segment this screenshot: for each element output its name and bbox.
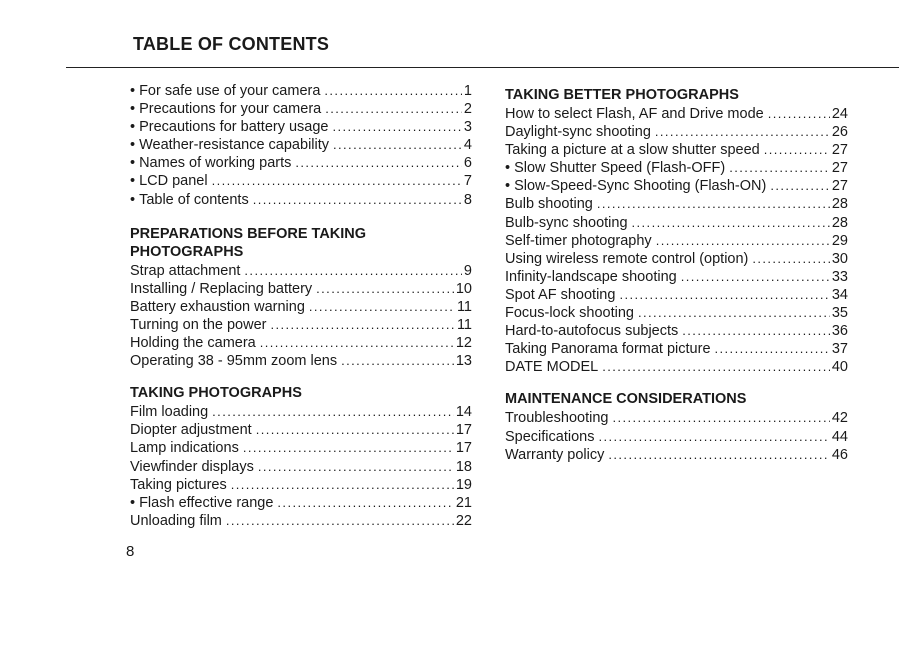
section-title-taking: TAKING PHOTOGRAPHS	[130, 385, 302, 402]
toc-entry	[505, 268, 848, 286]
toc-entry	[130, 458, 472, 476]
better-section	[505, 86, 848, 376]
dot-leader	[597, 195, 830, 213]
toc-entry-title: Bulb shooting	[505, 196, 593, 213]
toc-entry	[505, 141, 848, 159]
left-column	[130, 82, 472, 544]
section-title-better: TAKING BETTER PHOTOGRAPHS	[505, 87, 739, 103]
toc-entry	[130, 280, 472, 298]
bullet-icon: •	[130, 155, 136, 172]
toc-entry-title: Table of contents	[139, 191, 249, 208]
bullet-icon: •	[130, 101, 136, 118]
toc-entry-title: Slow Shutter Speed (Flash-OFF)	[514, 160, 726, 177]
dot-leader	[212, 403, 454, 421]
entry-list	[505, 105, 848, 376]
section-title-preparations	[130, 225, 472, 261]
toc-entry	[130, 403, 472, 421]
title-divider	[66, 67, 899, 68]
toc-entry-page: 22	[455, 512, 472, 529]
toc-entry-page: 28	[831, 214, 848, 231]
toc-entry-title: For safe use of your camera	[139, 83, 321, 99]
toc-entry-title: Specifications	[505, 428, 595, 445]
toc-entry-page: 12	[455, 335, 472, 352]
toc-entry-page: 17	[455, 422, 472, 439]
toc-entry-page: 27	[831, 160, 848, 177]
toc-entry	[130, 352, 472, 370]
toc-entry-page: 17	[455, 440, 472, 457]
toc-entry	[505, 250, 848, 268]
toc-entry	[130, 494, 472, 512]
toc-entry-title: Daylight-sync shooting	[505, 124, 651, 141]
toc-entry	[505, 177, 848, 195]
dot-leader	[271, 316, 455, 334]
dot-leader	[681, 268, 830, 286]
dot-leader	[764, 141, 830, 159]
preparations-section	[130, 225, 472, 371]
toc-entry-page: 40	[831, 359, 848, 376]
toc-entry-page: 2	[463, 101, 472, 118]
right-column	[505, 86, 848, 478]
toc-entry	[130, 421, 472, 439]
toc-entry-title: Flash effective range	[139, 494, 274, 511]
dot-leader	[655, 123, 830, 141]
dot-leader	[729, 159, 830, 177]
bullet-icon: •	[130, 83, 136, 99]
dot-leader	[638, 304, 830, 322]
dot-leader	[277, 494, 453, 512]
toc-entry-page: 10	[455, 280, 472, 297]
toc-entry-page: 35	[831, 305, 848, 322]
toc-entry-page: 6	[463, 155, 472, 172]
toc-entry-title: Strap attachment	[130, 262, 241, 279]
toc-entry-page: 29	[831, 232, 848, 249]
dot-leader	[256, 421, 454, 439]
toc-entry	[505, 159, 848, 177]
toc-entry-page: 34	[831, 286, 848, 303]
toc-entry-title: Taking pictures	[130, 476, 227, 493]
toc-entry	[505, 214, 848, 232]
dot-leader	[324, 82, 462, 100]
toc-entry-page: 18	[455, 458, 472, 475]
toc-entry-title: Turning on the power	[130, 316, 267, 333]
dot-leader	[212, 172, 462, 190]
toc-entry-title: Bulb-sync shooting	[505, 214, 628, 231]
toc-entry-page: 14	[455, 404, 472, 421]
toc-entry-page: 3	[463, 119, 472, 136]
toc-entry-title: Warranty policy	[505, 446, 605, 463]
toc-entry	[130, 316, 472, 334]
bullet-icon: •	[505, 160, 511, 177]
toc-entry-page: 4	[463, 137, 472, 154]
toc-entry	[505, 286, 848, 304]
toc-entry-page: 9	[463, 262, 472, 279]
taking-section	[130, 384, 472, 530]
intro-section	[130, 82, 472, 209]
toc-entry	[130, 476, 472, 494]
page-number: 8	[126, 543, 135, 560]
toc-entry-title: Precautions for battery usage	[139, 119, 329, 136]
dot-leader	[244, 262, 462, 280]
toc-entry-title: Installing / Replacing battery	[130, 280, 313, 297]
bullet-icon: •	[130, 137, 136, 154]
toc-entry	[130, 512, 472, 530]
dot-leader	[619, 286, 829, 304]
toc-entry-page: 37	[831, 341, 848, 358]
toc-entry	[505, 232, 848, 250]
bullet-icon: •	[130, 494, 136, 511]
dot-leader	[231, 476, 454, 494]
toc-entry-page: 19	[455, 476, 472, 493]
toc-entry	[505, 123, 848, 141]
toc-entry-title: Diopter adjustment	[130, 422, 252, 439]
dot-leader	[243, 439, 454, 457]
toc-entry-title: Names of working parts	[139, 155, 292, 172]
toc-entry-title: Taking a picture at a slow shutter speed	[505, 142, 760, 159]
toc-entry-title: Troubleshooting	[505, 410, 609, 427]
toc-entry-title: Hard-to-autofocus subjects	[505, 323, 679, 340]
dot-leader	[226, 512, 454, 530]
toc-entry-title: Self-timer photography	[505, 232, 652, 249]
dot-leader	[715, 340, 830, 358]
toc-entry	[130, 100, 472, 118]
toc-entry-page: 11	[456, 316, 472, 333]
toc-entry-title: Film loading	[130, 404, 209, 421]
dot-leader	[316, 280, 454, 298]
entry-list	[130, 403, 472, 530]
toc-entry-title: Viewfinder displays	[130, 458, 254, 475]
dot-leader	[656, 232, 830, 250]
toc-entry	[505, 340, 848, 358]
toc-entry	[130, 118, 472, 136]
dot-leader	[309, 298, 455, 316]
toc-entry	[130, 191, 472, 209]
page-title: TABLE OF CONTENTS	[133, 34, 330, 54]
toc-entry-page: 33	[831, 268, 848, 285]
toc-entry	[505, 409, 848, 427]
toc-entry-page: 42	[831, 410, 848, 427]
dot-leader	[752, 250, 829, 268]
toc-entry-title: Lamp indications	[130, 440, 239, 457]
dot-leader	[333, 118, 462, 136]
toc-entry	[130, 136, 472, 154]
toc-entry	[505, 304, 848, 322]
toc-entry-title: Weather-resistance capability	[139, 137, 330, 154]
toc-entry	[130, 334, 472, 352]
dot-leader	[602, 358, 830, 376]
dot-leader	[682, 322, 830, 340]
toc-entry-title: Focus-lock shooting	[505, 305, 634, 322]
toc-entry-page: 44	[831, 428, 848, 445]
toc-entry	[505, 358, 848, 376]
toc-entry-page: 46	[831, 446, 848, 463]
toc-entry-title: Using wireless remote control (option)	[505, 250, 749, 267]
dot-leader	[632, 214, 830, 232]
dot-leader	[598, 428, 829, 446]
bullet-icon: •	[130, 173, 136, 190]
dot-leader	[258, 458, 454, 476]
toc-entry-page: 27	[831, 142, 848, 159]
toc-entry-title: Infinity-landscape shooting	[505, 268, 677, 285]
toc-entry-title: Battery exhaustion warning	[130, 298, 305, 315]
maintenance-section	[505, 390, 848, 463]
toc-entry-page: 11	[456, 298, 472, 315]
toc-entry	[505, 195, 848, 213]
toc-entry-page: 1	[463, 83, 472, 99]
entry-list	[505, 409, 848, 463]
toc-entry-page: 30	[831, 250, 848, 267]
toc-entry-title: DATE MODEL	[505, 359, 599, 376]
toc-entry-title: Unloading film	[130, 512, 222, 529]
toc-entry-page: 24	[831, 106, 848, 122]
dot-leader	[608, 446, 829, 464]
dot-leader	[253, 191, 462, 209]
dot-leader	[295, 154, 462, 172]
toc-entry-title: Spot AF shooting	[505, 286, 616, 303]
dot-leader	[333, 136, 462, 154]
toc-entry-page: 26	[831, 124, 848, 141]
section-title-maintenance: MAINTENANCE CONSIDERATIONS	[505, 391, 747, 408]
dot-leader	[325, 100, 462, 118]
dot-leader	[341, 352, 454, 370]
toc-entry-page: 7	[463, 173, 472, 190]
toc-entry-page: 27	[831, 178, 848, 195]
toc-entry-page: 28	[831, 196, 848, 213]
toc-entry	[130, 262, 472, 280]
toc-entry-page: 36	[831, 323, 848, 340]
dot-leader	[260, 334, 454, 352]
bullet-icon: •	[505, 178, 511, 195]
toc-entry	[505, 105, 848, 123]
toc-entry-page: 13	[455, 353, 472, 370]
toc-entry-title: How to select Flash, AF and Drive mode	[505, 106, 764, 122]
toc-entry	[130, 154, 472, 172]
dot-leader	[770, 177, 830, 195]
toc-entry-title: Operating 38 - 95mm zoom lens	[130, 353, 338, 370]
toc-entry-page: 8	[463, 191, 472, 208]
toc-entry	[505, 446, 848, 464]
section-title-line: PREPARATIONS BEFORE TAKING	[130, 225, 367, 242]
toc-entry	[130, 172, 472, 190]
toc-entry-title: Slow-Speed-Sync Shooting (Flash-ON)	[514, 178, 767, 195]
entry-list	[130, 262, 472, 371]
toc-entry-page: 21	[455, 494, 472, 511]
toc-entry	[130, 82, 472, 100]
toc-entry	[505, 428, 848, 446]
toc-entry	[130, 298, 472, 316]
toc-entry-title: Taking Panorama format picture	[505, 341, 711, 358]
toc-entry-title: Holding the camera	[130, 335, 256, 352]
bullet-icon: •	[130, 191, 136, 208]
dot-leader	[768, 105, 830, 123]
dot-leader	[612, 409, 829, 427]
section-title-line: PHOTOGRAPHS	[130, 243, 244, 260]
toc-entry	[505, 322, 848, 340]
toc-entry-title: LCD panel	[139, 173, 208, 190]
bullet-icon: •	[130, 119, 136, 136]
toc-entry	[130, 439, 472, 457]
toc-entry-title: Precautions for your camera	[139, 101, 322, 118]
